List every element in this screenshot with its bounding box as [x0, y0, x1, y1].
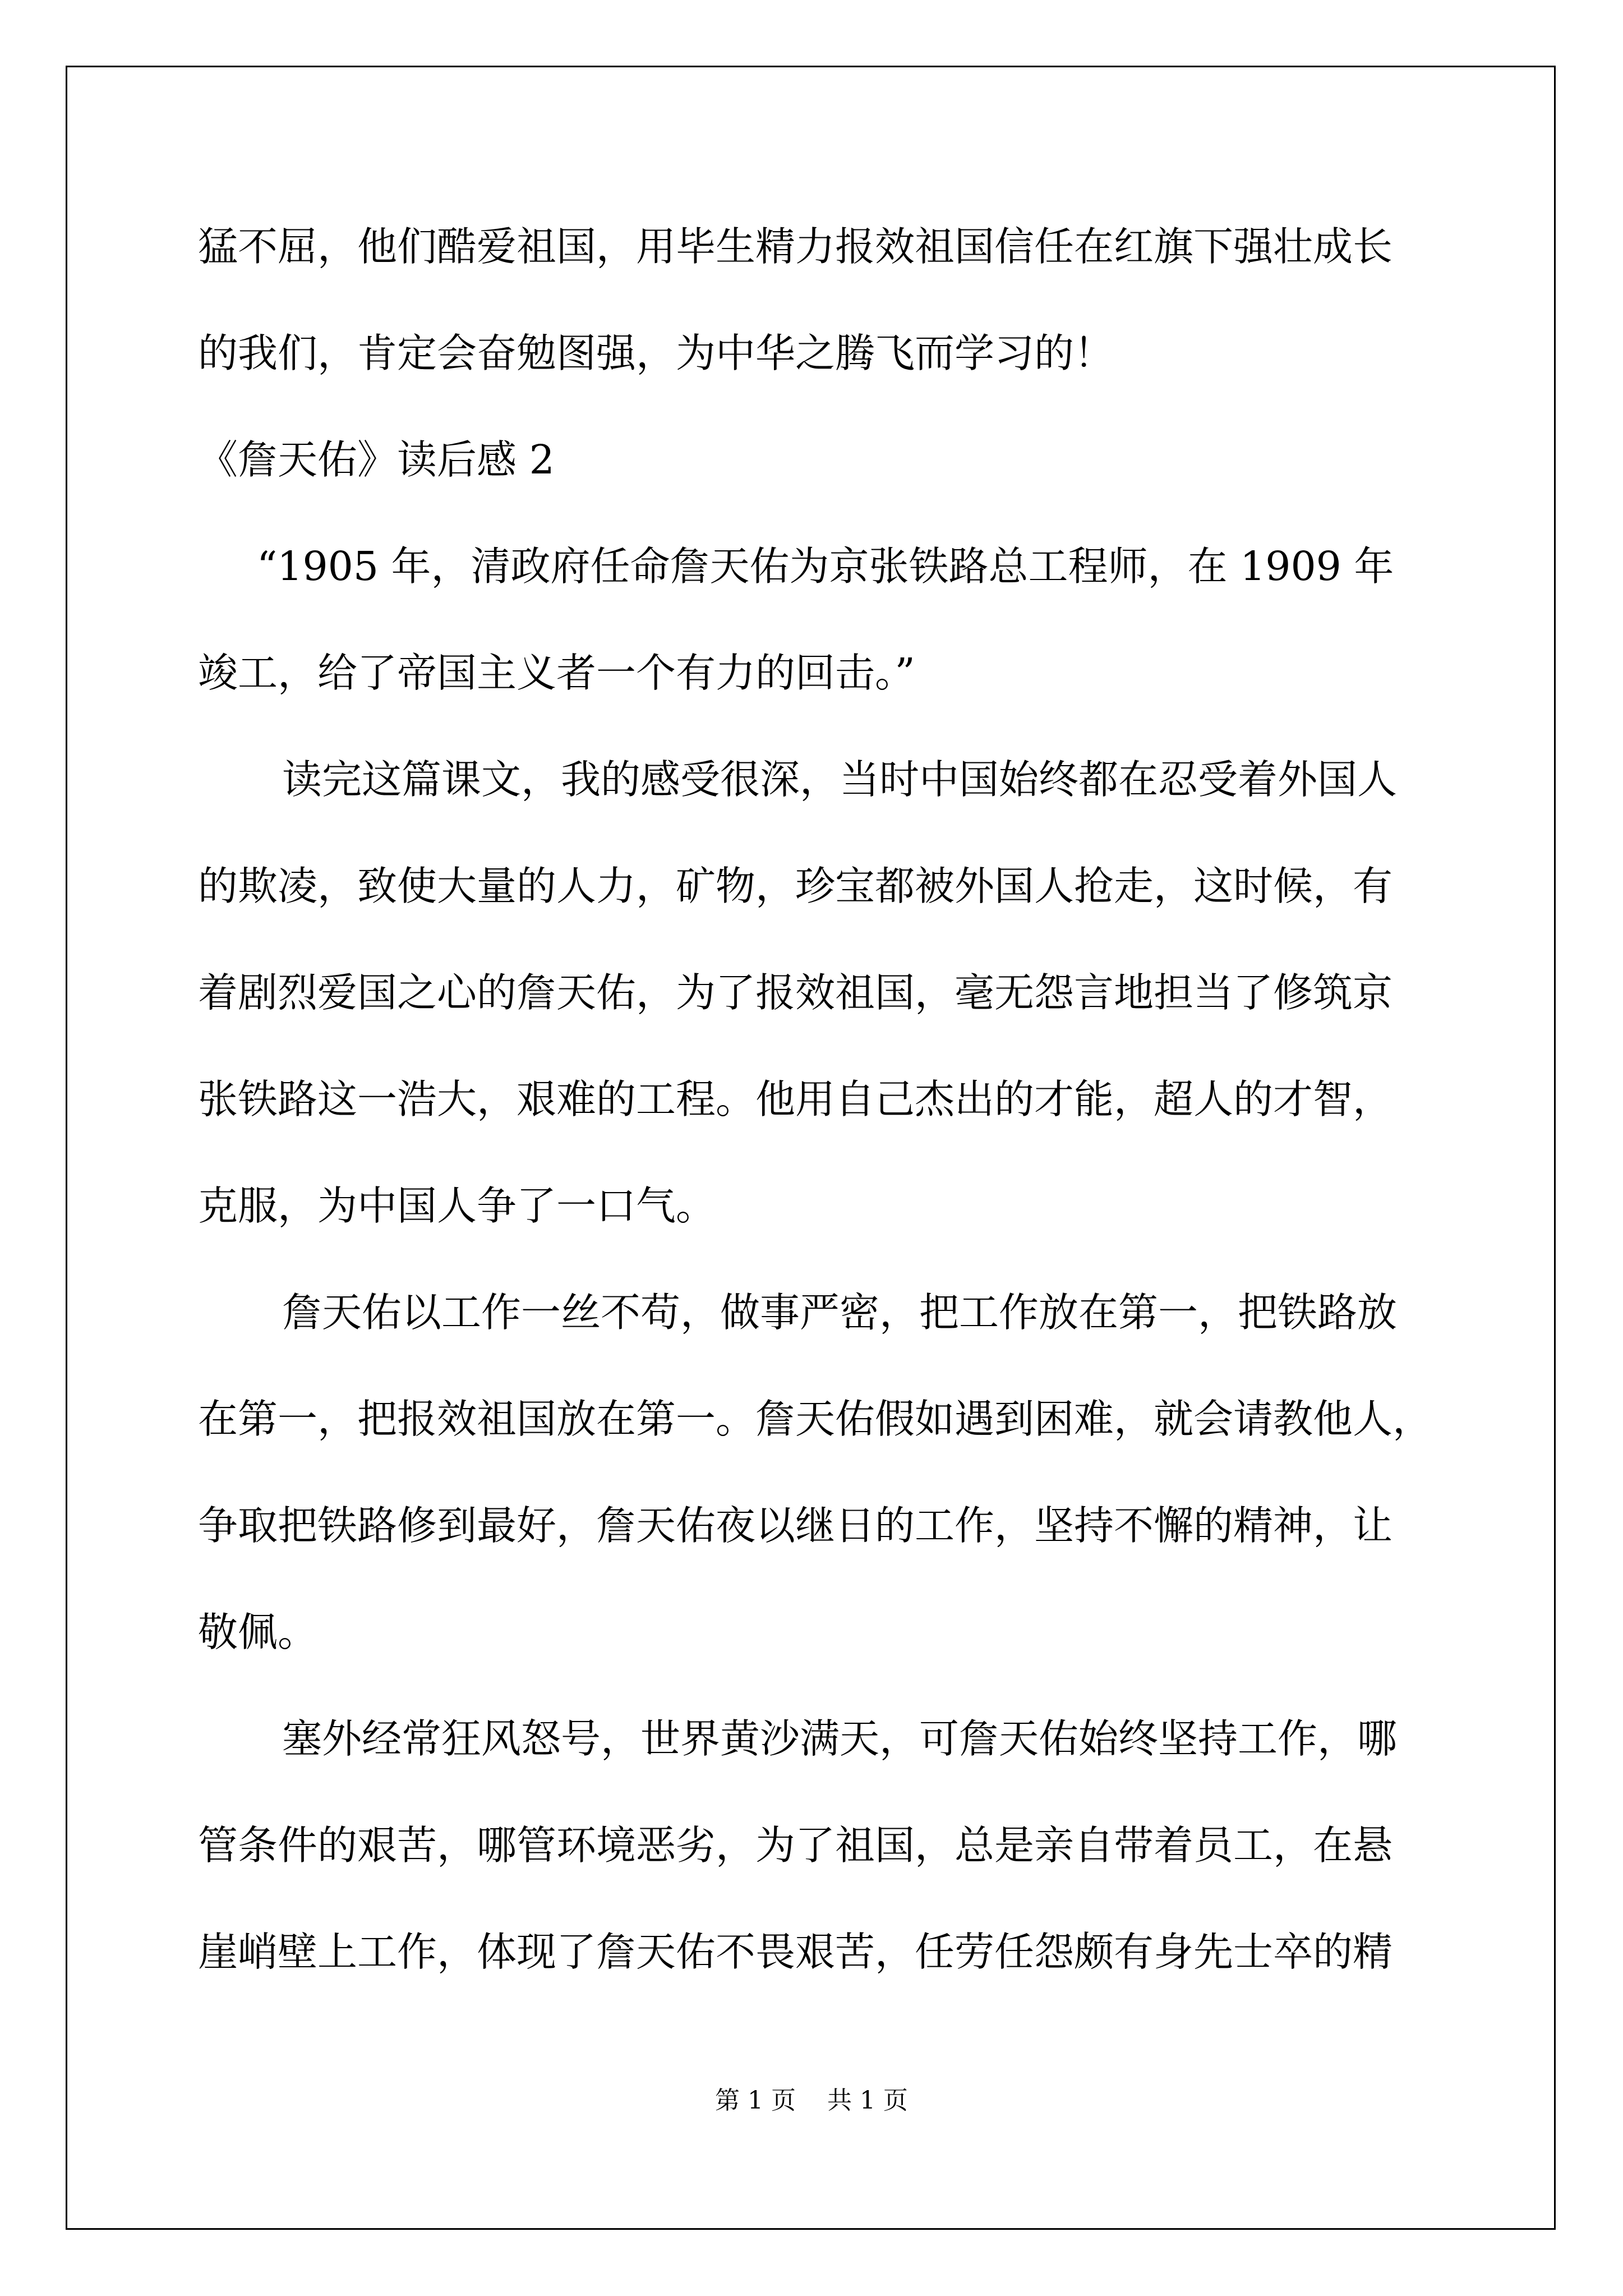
text-line: 读完这篇课文，我的感受很深，当时中国始终都在忍受着外国人: [282, 756, 1398, 803]
text-line: “1905 年，清政府任命詹天佑为京张铁路总工程师，在 1909 年: [257, 543, 1394, 590]
text-line: 管条件的艰苦，哪管环境恶劣，为了祖国，总是亲自带着员工，在悬: [198, 1822, 1393, 1869]
text-line: 敬佩。: [198, 1609, 318, 1655]
text-line: 的欺凌，致使大量的人力，矿物，珍宝都被外国人抢走，这时候，有: [198, 863, 1393, 909]
text-line: 崖峭壁上工作，体现了詹天佑不畏艰苦，任劳任怨颇有身先士卒的精: [198, 1929, 1393, 1975]
text-line: 着剧烈爱国之心的詹天佑，为了报效祖国，毫无怨言地担当了修筑京: [198, 969, 1393, 1016]
text-line: 塞外经常狂风怒号，世界黄沙满天，可詹天佑始终坚持工作，哪: [282, 1715, 1398, 1762]
text-line: 詹天佑以工作一丝不苟，做事严密，把工作放在第一，把铁路放: [282, 1289, 1398, 1336]
section-heading: 《詹天佑》读后感 2: [198, 436, 555, 483]
text-line: 竣工，给了帝国主义者一个有力的回击。”: [198, 650, 915, 696]
page-footer: 第 1 页 共 1 页: [715, 2086, 908, 2115]
text-line: 猛不屈，他们酷爱祖国，用毕生精力报效祖国信任在红旗下强壮成长: [198, 223, 1393, 270]
text-line: 的我们，肯定会奋勉图强，为中华之腾飞而学习的！: [198, 330, 1114, 376]
page-border: [66, 66, 1556, 2230]
text-line: 张铁路这一浩大，艰难的工程。他用自己杰出的才能，超人的才智，: [198, 1076, 1393, 1122]
text-line: 在第一，把报效祖国放在第一。詹天佑假如遇到困难，就会请教他人，: [198, 1396, 1433, 1442]
text-line: 克服，为中国人争了一口气。: [198, 1182, 716, 1229]
text-line: 争取把铁路修到最好，詹天佑夜以继日的工作，坚持不懈的精神，让: [198, 1502, 1393, 1549]
